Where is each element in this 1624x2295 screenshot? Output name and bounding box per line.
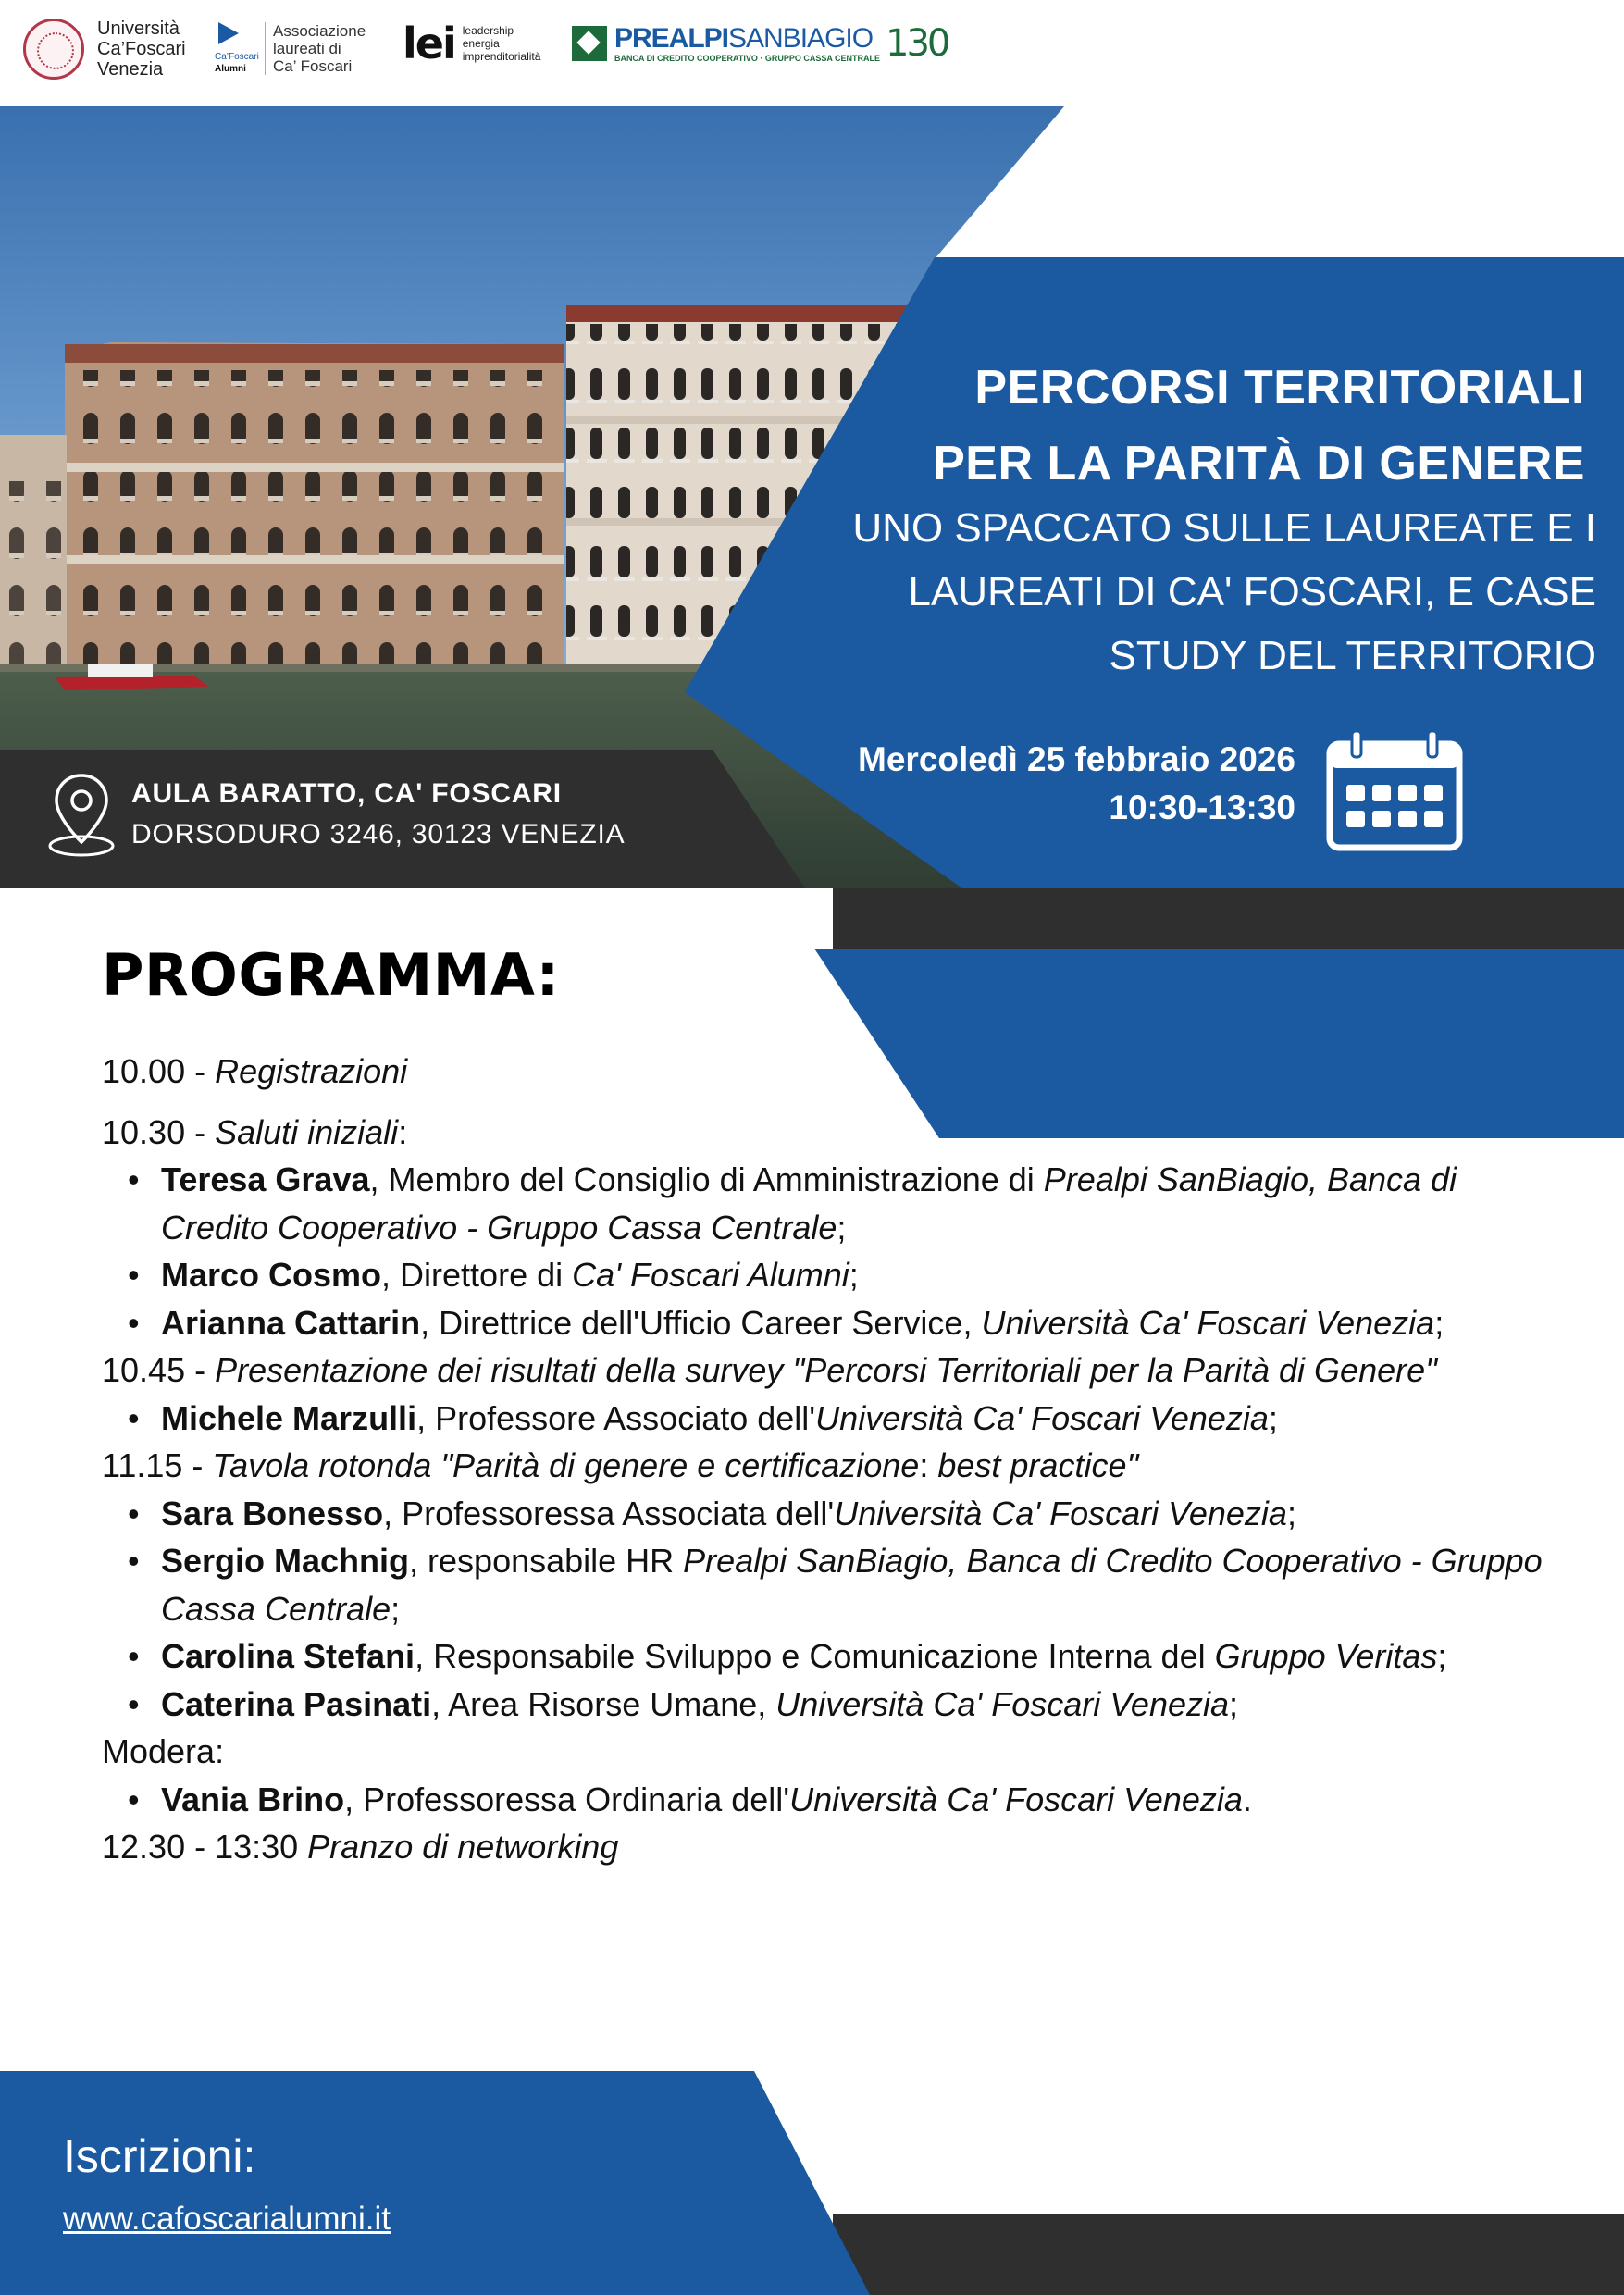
- event-time: 10:30-13:30: [1109, 788, 1295, 826]
- unive-line1: Università: [97, 19, 180, 39]
- speaker-end: ;: [1286, 1494, 1296, 1532]
- programme-item-pranzo: [102, 1823, 1555, 1871]
- speaker-item: [102, 1299, 1555, 1347]
- programme-list: [102, 1048, 1555, 1871]
- lei-line1: leadership: [462, 24, 514, 37]
- alumni-triangle-icon: [218, 22, 239, 44]
- speakers-tavola-rotonda: [102, 1490, 1555, 1729]
- venue-name: AULA BARATTO, CA' FOSCARI: [131, 778, 562, 809]
- prealpi-diamond-icon: [572, 26, 607, 61]
- venue-address: DORSODURO 3246, 30123 VENEZIA: [131, 819, 626, 850]
- event-subtitle-line2: LAUREATI DI CA' FOSCARI, E CASE: [908, 569, 1596, 614]
- speaker-item: [102, 1681, 1555, 1729]
- programme-item-tavola-rotonda: [102, 1442, 1555, 1490]
- event-subtitle-line1: UNO SPACCATO SULLE LAUREATE E I: [852, 505, 1596, 551]
- alumni-line1: Associazione: [273, 21, 366, 40]
- alumni-line3: Ca’ Foscari: [273, 56, 353, 75]
- speaker-item: [102, 1251, 1555, 1299]
- item-time: 12.30 - 13:30: [102, 1828, 308, 1866]
- event-date-block: [740, 736, 1295, 832]
- speaker-end: ;: [849, 1256, 859, 1294]
- speaker-role: , Area Risorse Umane,: [431, 1684, 776, 1723]
- item-title-2: best practice": [937, 1446, 1139, 1484]
- speaker-name: Carolina Stefani: [161, 1637, 415, 1675]
- item-time: 10.00 -: [102, 1052, 216, 1090]
- programme-heading: PROGRAMMA:: [102, 941, 560, 1009]
- item-title: Registrazioni: [215, 1052, 408, 1090]
- item-title: Pranzo di networking: [307, 1828, 619, 1866]
- speaker-role: , Responsabile Sviluppo e Comunicazione Interna del: [415, 1637, 1215, 1675]
- speaker-end: ;: [837, 1208, 847, 1247]
- alumni-mark-line2: Alumni: [215, 64, 246, 74]
- registration-block: [63, 2128, 391, 2238]
- item-label: Modera:: [102, 1732, 225, 1770]
- speaker-role: , Direttore di: [381, 1256, 573, 1294]
- speaker-org: Università Ca' Foscari Venezia: [789, 1780, 1243, 1818]
- speaker-name: Caterina Pasinati: [161, 1684, 432, 1723]
- speaker-role: , Professore Associato dell': [416, 1398, 816, 1437]
- programme-item-modera: [102, 1728, 1555, 1776]
- prealpi-name-bold: PREALPI: [614, 23, 729, 54]
- event-date: Mercoledì 25 febbraio 2026: [858, 740, 1295, 778]
- unive-line2: Ca’Foscari: [97, 39, 186, 59]
- item-title: Presentazione dei risultati della survey "Percorsi Territoriali per la Parità di Genere": [215, 1351, 1437, 1389]
- white-wedge-shape: [925, 106, 1624, 259]
- speaker-name: Sergio Machnig: [161, 1542, 410, 1580]
- item-time: 11.15 -: [102, 1446, 213, 1484]
- logo-ca-foscari-alumni: [215, 19, 366, 78]
- logo-universita-ca-foscari: [23, 19, 186, 80]
- event-subtitle-line3: STUDY DEL TERRITORIO: [1109, 633, 1596, 678]
- prealpi-name-light: SANBIAGIO: [728, 23, 874, 54]
- speaker-role: , Professoressa Associata dell': [383, 1494, 835, 1532]
- speakers-modera: [102, 1776, 1555, 1824]
- speaker-end: ;: [391, 1589, 401, 1628]
- calendar-icon: [1326, 729, 1463, 851]
- item-colon: :: [919, 1446, 938, 1484]
- speaker-org: Ca' Foscari Alumni: [572, 1256, 849, 1294]
- registration-link[interactable]: www.cafoscarialumni.it: [63, 2201, 391, 2237]
- speaker-end: ;: [1268, 1398, 1278, 1437]
- speaker-org: Università Ca' Foscari Venezia: [775, 1684, 1230, 1723]
- speaker-name: Marco Cosmo: [161, 1256, 382, 1294]
- speaker-item: [102, 1395, 1555, 1443]
- unive-seal-icon: [23, 19, 84, 80]
- alumni-mark: [215, 19, 259, 78]
- speaker-end: .: [1242, 1780, 1252, 1818]
- item-title: Saluti iniziali: [215, 1112, 399, 1151]
- event-headline: [837, 350, 1596, 688]
- alumni-line2: laureati di: [273, 39, 341, 57]
- programme-item-saluti: [102, 1109, 1555, 1157]
- speaker-item: [102, 1776, 1555, 1824]
- lei-line2: energia: [462, 37, 500, 50]
- speaker-org: Università Ca' Foscari Venezia: [815, 1398, 1269, 1437]
- item-time: 10.45 -: [102, 1351, 216, 1389]
- logo-bar: [0, 0, 1624, 106]
- speaker-end: ;: [1229, 1684, 1239, 1723]
- speakers-presentazione: [102, 1395, 1555, 1443]
- event-title-line2: PER LA PARITÀ DI GENERE: [933, 437, 1585, 490]
- item-colon: :: [398, 1112, 408, 1151]
- speaker-name: Michele Marzulli: [161, 1398, 417, 1437]
- speaker-role: , Direttrice dell'Ufficio Career Service,: [420, 1303, 982, 1342]
- item-time: 10.30 -: [102, 1112, 216, 1151]
- speaker-end: ;: [1437, 1637, 1447, 1675]
- registration-label: Iscrizioni:: [63, 2130, 256, 2182]
- speaker-item: [102, 1156, 1555, 1251]
- event-subtitle: [837, 496, 1596, 688]
- lei-mark: lei: [403, 19, 455, 68]
- lei-line3: imprenditorialità: [462, 50, 541, 63]
- speaker-name: Vania Brino: [161, 1780, 345, 1818]
- location-pin-icon: [44, 770, 118, 859]
- prealpi-subtitle: BANCA DI CREDITO COOPERATIVO · GRUPPO CASSA CENTRALE: [614, 54, 881, 63]
- logo-lei: [403, 19, 540, 68]
- logo-prealpi-sanbiagio: [572, 22, 948, 65]
- event-location: [44, 770, 625, 859]
- programme-item-registrazioni: [102, 1048, 1555, 1096]
- speakers-saluti: [102, 1156, 1555, 1346]
- prealpi-anniversary: 130: [886, 22, 948, 65]
- event-title-line1: PERCORSI TERRITORIALI: [974, 361, 1585, 415]
- item-title: Tavola rotonda "Parità di genere e certificazione: [212, 1446, 920, 1484]
- speaker-org: Prealpi SanBiagio, Banca di Credito Cooperativo - Gruppo Cassa Centrale: [161, 1160, 1457, 1247]
- speaker-name: Arianna Cattarin: [161, 1303, 421, 1342]
- alumni-mark-line1: Ca’Foscari: [215, 52, 259, 62]
- speaker-name: Teresa Grava: [161, 1160, 370, 1198]
- speaker-org: Prealpi SanBiagio, Banca di Credito Cooperativo - Gruppo Cassa Centrale: [161, 1542, 1543, 1628]
- speaker-item: [102, 1537, 1555, 1632]
- event-title: [837, 350, 1596, 502]
- unive-line3: Venezia: [97, 59, 164, 80]
- speaker-end: ;: [1434, 1303, 1444, 1342]
- speaker-name: Sara Bonesso: [161, 1494, 384, 1532]
- speaker-role: , Membro del Consiglio di Amministrazione di: [369, 1160, 1044, 1198]
- speaker-item: [102, 1632, 1555, 1681]
- speaker-org: Università Ca' Foscari Venezia: [981, 1303, 1435, 1342]
- speaker-org: Gruppo Veritas: [1214, 1637, 1438, 1675]
- speaker-role: , responsabile HR: [409, 1542, 684, 1580]
- speaker-org: Università Ca' Foscari Venezia: [834, 1494, 1287, 1532]
- speaker-item: [102, 1490, 1555, 1538]
- programme-item-presentazione: [102, 1346, 1555, 1395]
- speaker-role: , Professoressa Ordinaria dell': [344, 1780, 790, 1818]
